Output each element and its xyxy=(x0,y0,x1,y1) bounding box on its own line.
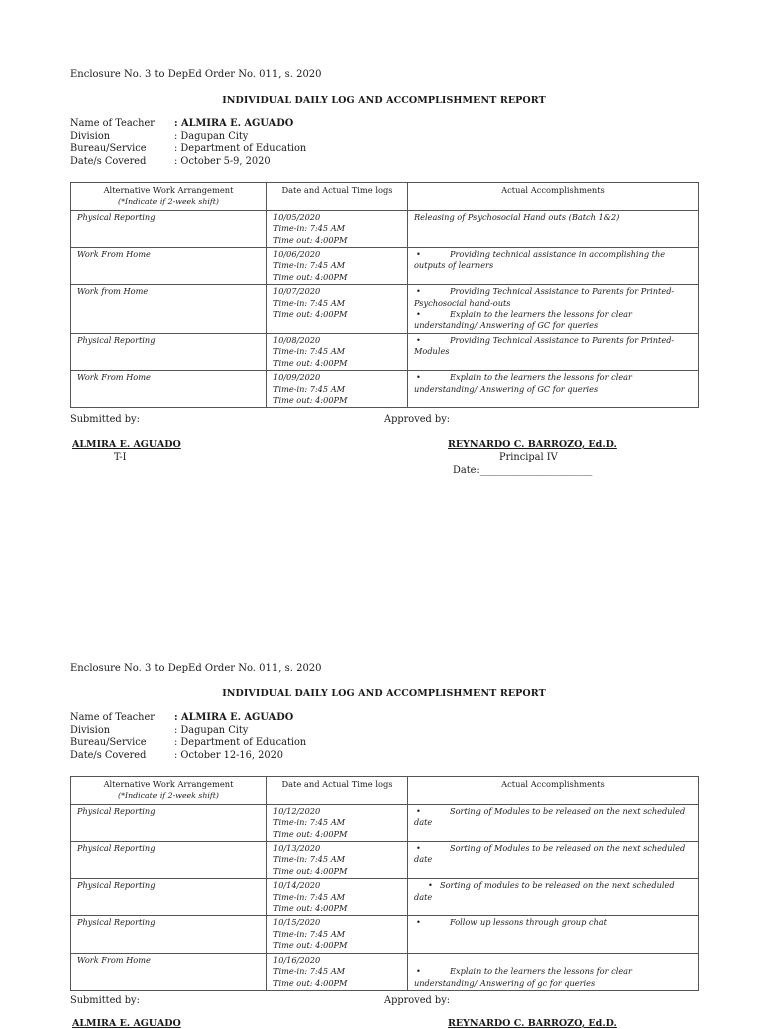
header-arrangement: Alternative Work Arrangement (*Indicate if 2-week shift) xyxy=(71,183,267,211)
header-arrangement: Alternative Work Arrangement (*Indicate if 2-week shift) xyxy=(71,777,267,805)
dates-value: : October 5-9, 2020 xyxy=(174,155,271,167)
date-cell: 10/07/2020 Time-in: 7:45 AM Time out: 4:00PM xyxy=(267,285,408,334)
date-cell: 10/15/2020 Time-in: 7:45 AM Time out: 4:00PM xyxy=(267,916,408,953)
accomplishment-cell: • Sorting of Modules to be released on the next scheduled date xyxy=(408,842,699,879)
table-header-row xyxy=(71,777,699,805)
dates-label: Date/s Covered xyxy=(70,749,147,761)
arrangement-cell: Physical Reporting xyxy=(71,210,267,247)
date-cell: 10/13/2020 Time-in: 7:45 AM Time out: 4:00PM xyxy=(267,842,408,879)
submitter-name: ALMIRA E. AGUADO xyxy=(72,1018,181,1029)
accomplishment-cell: • Providing Technical Assistance to Parents for Printed-Modules xyxy=(408,333,699,370)
table-row xyxy=(71,248,699,285)
teacher-label: Name of Teacher xyxy=(70,118,155,129)
approver-name: REYNARDO C. BARROZO, Ed.D. xyxy=(448,1018,617,1029)
table-header-row xyxy=(71,183,699,211)
division-label: Division xyxy=(70,130,111,142)
date-cell: 10/05/2020 Time-in: 7:45 AM Time out: 4:00PM xyxy=(267,210,408,247)
accomplishment-cell: • Explain to the learners the lessons for clear understanding/ Answering of GC for queries xyxy=(408,371,699,408)
date-signature-line: Date:_______________________ xyxy=(453,465,593,476)
dates-value: : October 12-16, 2020 xyxy=(174,749,284,761)
daily-log-table xyxy=(70,776,699,991)
approved-by-label: Approved by: xyxy=(384,995,451,1006)
table-row xyxy=(71,953,699,990)
submitted-by-label: Submitted by: xyxy=(70,995,140,1006)
header-accomplishments: Actual Accomplishments xyxy=(408,183,699,211)
table-row xyxy=(71,804,699,841)
date-cell: 10/08/2020 Time-in: 7:45 AM Time out: 4:00PM xyxy=(267,333,408,370)
table-row xyxy=(71,916,699,953)
table-row xyxy=(71,333,699,370)
division-value: : Dagupan City xyxy=(174,130,249,142)
header-accomplishments: Actual Accomplishments xyxy=(408,777,699,805)
division-value: : Dagupan City xyxy=(174,724,249,736)
teacher-info xyxy=(70,118,306,168)
arrangement-cell: Physical Reporting xyxy=(71,333,267,370)
accomplishment-cell: • Providing Technical Assistance to Parents for Printed- Psychosocial hand-outs • Explain to the learners the lessons for clear understanding/ Answering of GC for queries xyxy=(408,285,699,334)
dates-label: Date/s Covered xyxy=(70,155,147,167)
header-date: Date and Actual Time logs xyxy=(267,183,408,211)
report-title: INDIVIDUAL DAILY LOG AND ACCOMPLISHMENT REPORT xyxy=(222,688,546,699)
arrangement-cell: Work From Home xyxy=(71,248,267,285)
approved-by-label: Approved by: xyxy=(384,414,451,425)
submitter-name: ALMIRA E. AGUADO xyxy=(72,439,181,450)
daily-log-table xyxy=(70,182,699,408)
table-row xyxy=(71,371,699,408)
bureau-label: Bureau/Service xyxy=(70,143,147,155)
enclosure-note: Enclosure No. 3 to DepEd Order No. 011, s. 2020 xyxy=(70,663,322,674)
table-row xyxy=(71,842,699,879)
division-label: Division xyxy=(70,724,111,736)
teacher-label: Name of Teacher xyxy=(70,712,155,723)
teacher-value: : ALMIRA E. AGUADO xyxy=(174,712,294,723)
submitter-position: T-I xyxy=(114,452,127,463)
arrangement-cell: Work From Home xyxy=(71,953,267,990)
arrangement-cell: Physical Reporting xyxy=(71,804,267,841)
date-cell: 10/14/2020 Time-in: 7:45 AM Time out: 4:00PM xyxy=(267,879,408,916)
accomplishment-cell: • Explain to the learners the lessons for clear understanding/ Answering of gc for queries xyxy=(408,953,699,990)
accomplishment-cell: Releasing of Psychosocial Hand outs (Batch 1&2) xyxy=(408,210,699,247)
arrangement-cell: Physical Reporting xyxy=(71,879,267,916)
approver-name: REYNARDO C. BARROZO, Ed.D. xyxy=(448,439,617,450)
submitted-by-label: Submitted by: xyxy=(70,414,140,425)
bureau-label: Bureau/Service xyxy=(70,737,147,749)
teacher-value: : ALMIRA E. AGUADO xyxy=(174,118,294,129)
date-cell: 10/16/2020 Time-in: 7:45 AM Time out: 4:00PM xyxy=(267,953,408,990)
bureau-value: : Department of Education xyxy=(174,737,307,749)
accomplishment-cell: • Sorting of modules to be released on the next scheduled date xyxy=(408,879,699,916)
bureau-value: : Department of Education xyxy=(174,143,307,155)
approver-position: Principal IV xyxy=(499,452,558,463)
arrangement-cell: Work from Home xyxy=(71,285,267,334)
enclosure-note: Enclosure No. 3 to DepEd Order No. 011, s. 2020 xyxy=(70,69,322,80)
teacher-info xyxy=(70,712,306,762)
table-row xyxy=(71,210,699,247)
arrangement-cell: Physical Reporting xyxy=(71,916,267,953)
report-title: INDIVIDUAL DAILY LOG AND ACCOMPLISHMENT REPORT xyxy=(222,95,546,106)
date-cell: 10/06/2020 Time-in: 7:45 AM Time out: 4:00PM xyxy=(267,248,408,285)
arrangement-cell: Work From Home xyxy=(71,371,267,408)
accomplishment-cell: • Providing technical assistance in accomplishing the outputs of learners xyxy=(408,248,699,285)
date-cell: 10/09/2020 Time-in: 7:45 AM Time out: 4:00PM xyxy=(267,371,408,408)
accomplishment-cell: • Sorting of Modules to be released on the next scheduled date xyxy=(408,804,699,841)
date-cell: 10/12/2020 Time-in: 7:45 AM Time out: 4:00PM xyxy=(267,804,408,841)
table-row xyxy=(71,879,699,916)
arrangement-cell: Physical Reporting xyxy=(71,842,267,879)
table-row xyxy=(71,285,699,334)
accomplishment-cell: • Follow up lessons through group chat xyxy=(408,916,699,953)
header-date: Date and Actual Time logs xyxy=(267,777,408,805)
